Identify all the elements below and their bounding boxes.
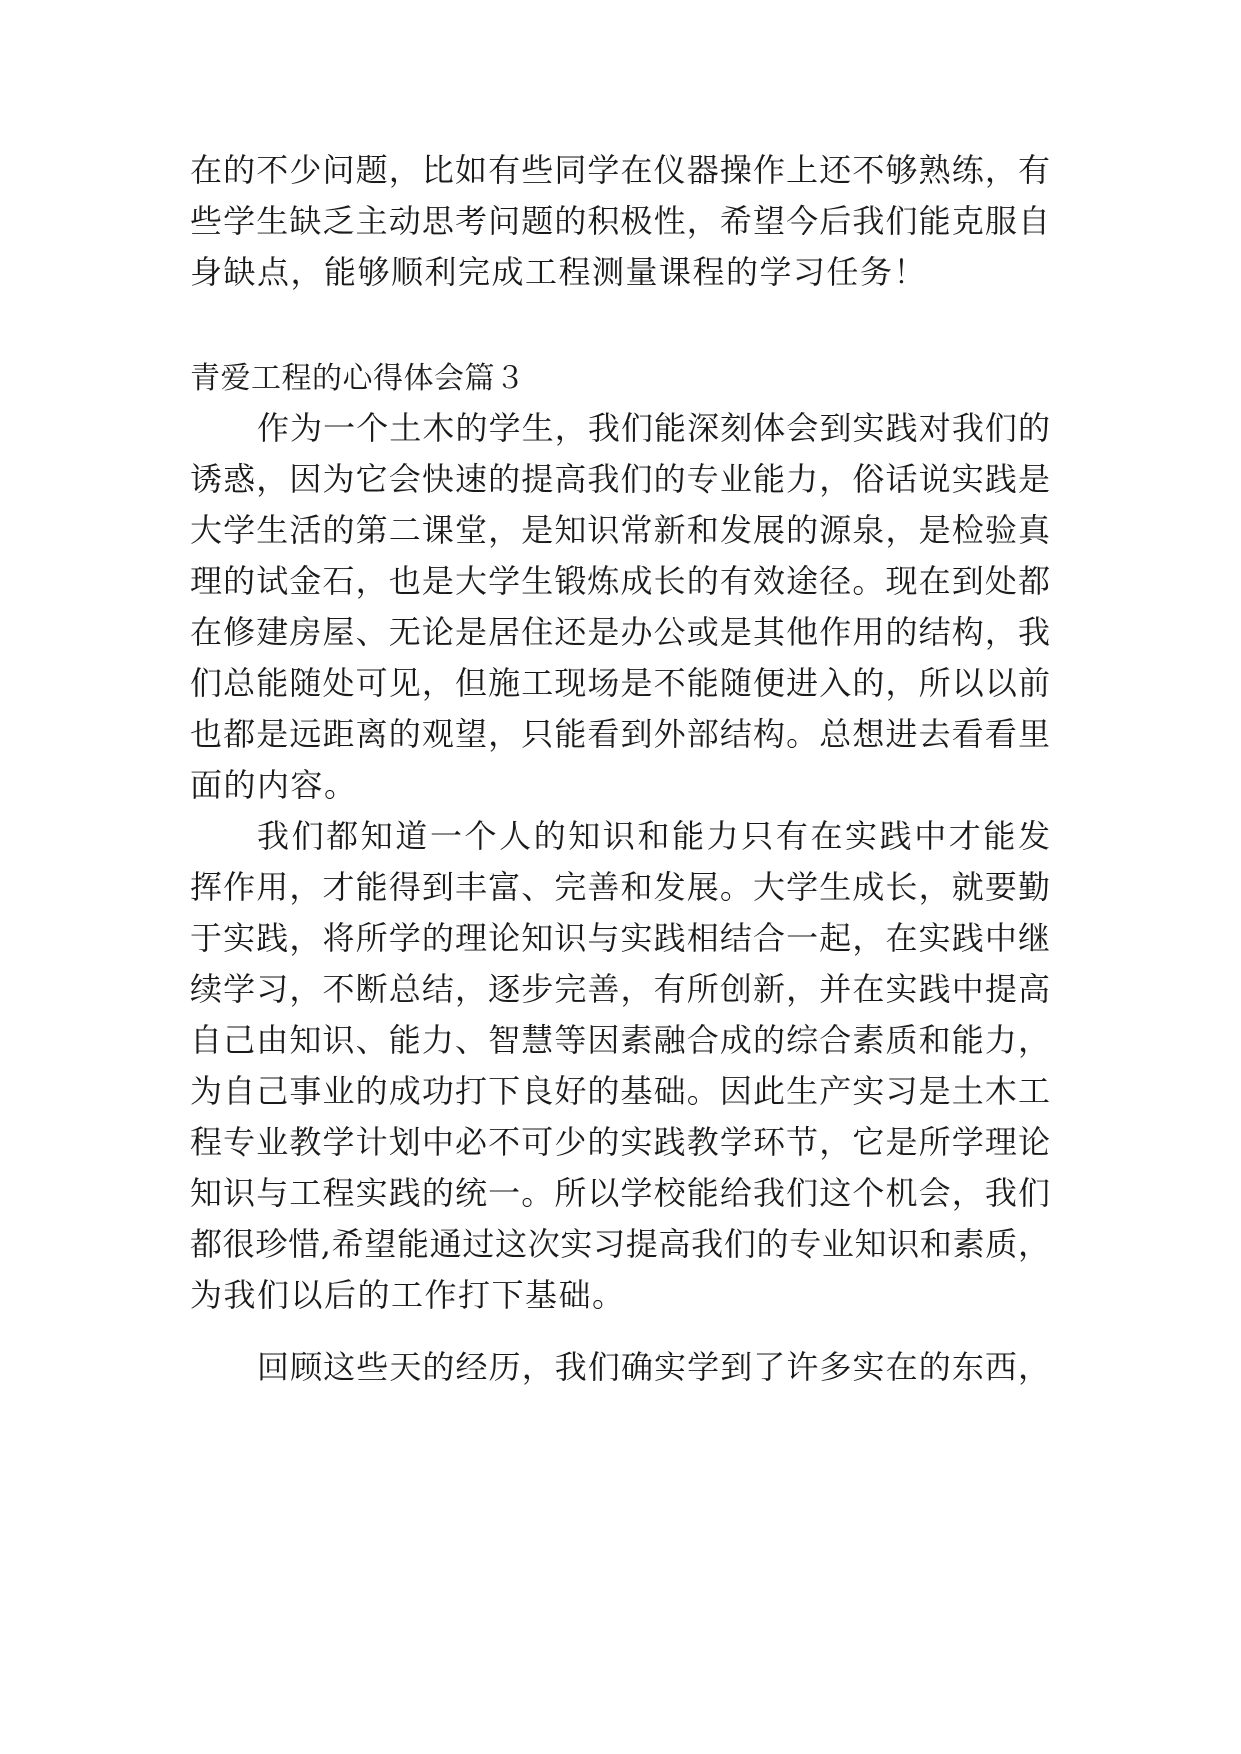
paragraph-line: 为自己事业的成功打下良好的基础。因此生产实习是土木工 [190, 1072, 1050, 1110]
paragraph-line: 诱惑，因为它会快速的提高我们的专业能力，俗话说实践是 [190, 460, 1050, 498]
paragraph-line: 程专业教学计划中必不可少的实践教学环节，它是所学理论 [190, 1123, 1050, 1161]
paragraph-line: 回顾这些天的经历，我们确实学到了许多实在的东西， [257, 1348, 1050, 1386]
paragraph-line: 挥作用，才能得到丰富、完善和发展。大学生成长，就要勤 [190, 868, 1050, 906]
paragraph-line: 大学生活的第二课堂，是知识常新和发展的源泉，是检验真 [190, 511, 1050, 549]
paragraph-line: 续学习，不断总结，逐步完善，有所创新，并在实践中提高 [190, 970, 1050, 1008]
paragraph-line: 为我们以后的工作打下基础。 [190, 1276, 626, 1314]
paragraph-line: 都很珍惜,希望能通过这次实习提高我们的专业知识和素质， [190, 1225, 1050, 1263]
paragraph-line: 些学生缺乏主动思考问题的积极性，希望今后我们能克服自 [190, 202, 1050, 240]
paragraph-line: 面的内容。 [190, 766, 358, 804]
paragraph-line: 们总能随处可见，但施工现场是不能随便进入的，所以以前 [190, 664, 1050, 702]
paragraph-line: 知识与工程实践的统一。所以学校能给我们这个机会，我们 [190, 1174, 1050, 1212]
paragraph-line: 也都是远距离的观望，只能看到外部结构。总想进去看看里 [190, 715, 1050, 753]
section-title: 青爱工程的心得体会篇３ [190, 361, 526, 396]
paragraph-line: 作为一个土木的学生，我们能深刻体会到实践对我们的 [257, 409, 1050, 447]
paragraph-line: 理的试金石，也是大学生锻炼成长的有效途径。现在到处都 [190, 562, 1050, 600]
paragraph-line: 自己由知识、能力、智慧等因素融合成的综合素质和能力， [190, 1021, 1050, 1059]
paragraph-line: 于实践，将所学的理论知识与实践相结合一起，在实践中继 [190, 919, 1050, 957]
paragraph-line: 身缺点，能够顺利完成工程测量课程的学习任务！ [190, 253, 928, 291]
paragraph-line: 在修建房屋、无论是居住还是办公或是其他作用的结构，我 [190, 613, 1050, 651]
paragraph-line: 在的不少问题，比如有些同学在仪器操作上还不够熟练，有 [190, 151, 1050, 189]
paragraph-line: 我们都知道一个人的知识和能力只有在实践中才能发 [257, 817, 1050, 855]
